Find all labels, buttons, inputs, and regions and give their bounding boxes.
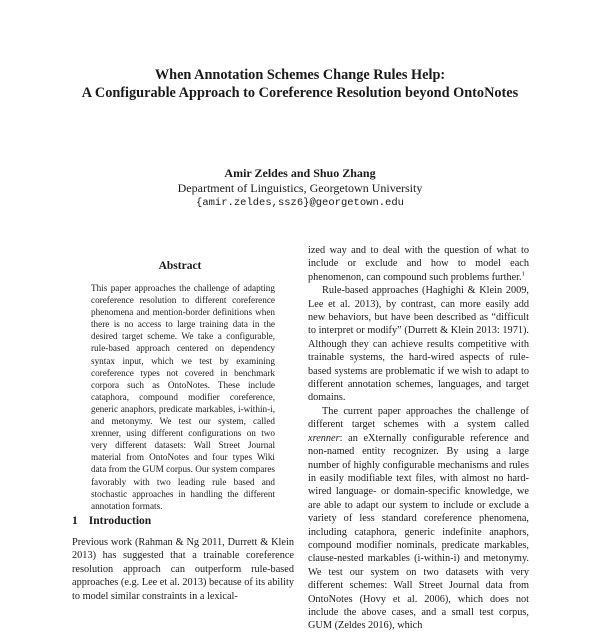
author-block: [0, 166, 600, 211]
section-heading-introduction: [72, 515, 151, 527]
paper-title: [0, 66, 600, 102]
section-number: 1: [72, 515, 78, 527]
introduction-left-column: [72, 536, 294, 603]
section-title: Introduction: [88, 515, 152, 527]
right-column: [308, 244, 529, 633]
author-names: Amir Zeldes and Shuo Zhang: [224, 166, 376, 180]
intro-paragraph-1: Previous work (Rahman & Ng 2011, Durrett & Klein 2013) has suggested that a trainable coreference resolution approach can outperform rule-based approaches (e.g. Lee et al. 2013) because of its ability to model similar constraints in a lexical-: [72, 537, 294, 602]
system-name: xrenner: [308, 432, 340, 444]
footnote-marker: 1: [521, 270, 525, 278]
author-email: {amir.zeldes,ssz6}@georgetown.edu: [196, 197, 404, 209]
title-line-1: When Annotation Schemes Change Rules Help:: [154, 67, 446, 83]
p2-text-a: The current paper approaches the challenge of different target schemes with a system called: [308, 405, 529, 431]
right-paragraph-rule-based: Rule-based approaches (Haghighi & Klein 2009, Lee et al. 2013), by contrast, can more easily add new behaviors, but have been described as “difficult to interpret or modify” (Durrett & Klein 2013: 1971). Although they can achieve results competitive with trainable systems, the hard-wired aspects of rule-based systems are problematic if we wish to adapt to different annotation schemes, languages, and target domains.: [308, 285, 529, 404]
abstract-text: This paper approaches the challenge of adapting coreference resolution to different coreference phenomena and mention-border definitions when there is no access to large training data in the desired target scheme. We take a configurable, rule-based approach centered on dependency syntax input, which we test by examining coreference types not covered in benchmark corpora such as OntoNotes. These include cataphora, compound modifier coreference, generic anaphors, predicate markables, i-within-i, and metonymy. We test our system, called xrenner, using different configurations on two very different datasets: Wall Street Journal material from OntoNotes and four types Wiki data from the GUM corpus. Our system compares favorably with two leading rule based and stochastic approaches in handling the different annotation formats.: [91, 283, 275, 511]
right-paragraph-continued: [308, 244, 529, 284]
abstract-heading: Abstract: [158, 260, 202, 272]
right-paragraph-0-text: ized way and to deal with the question of what to include or exclude and how to model each phenomenon, can compound such problems further.: [308, 245, 529, 283]
title-line-2: A Configurable Approach to Coreference Resolution beyond OntoNotes: [81, 85, 519, 101]
p2-text-b: : an eXternally configurable reference and non-named entity recognizer. By using a large number of highly configurable mechanisms and rules in easily modifiable text files, with almost no hard-wired language- or domain-specific knowledge, we are able to adapt our system to include or exclude a variety of less standard coreference phenomena, including cataphora, generic indefinite anaphors, compound modifier nominals, predicate markables, clause-nested markables (i-within-i) and metonymy. We test our system on two datasets with very different schemes: Wall Street Journal data from OntoNotes (Hovy et al. 2006), which does not include the above cases, and a small test corpus, GUM (Zeldes 2016), which: [308, 432, 529, 632]
author-affiliation: Department of Linguistics, Georgetown University: [177, 181, 423, 195]
right-paragraph-current-paper: [308, 405, 529, 633]
